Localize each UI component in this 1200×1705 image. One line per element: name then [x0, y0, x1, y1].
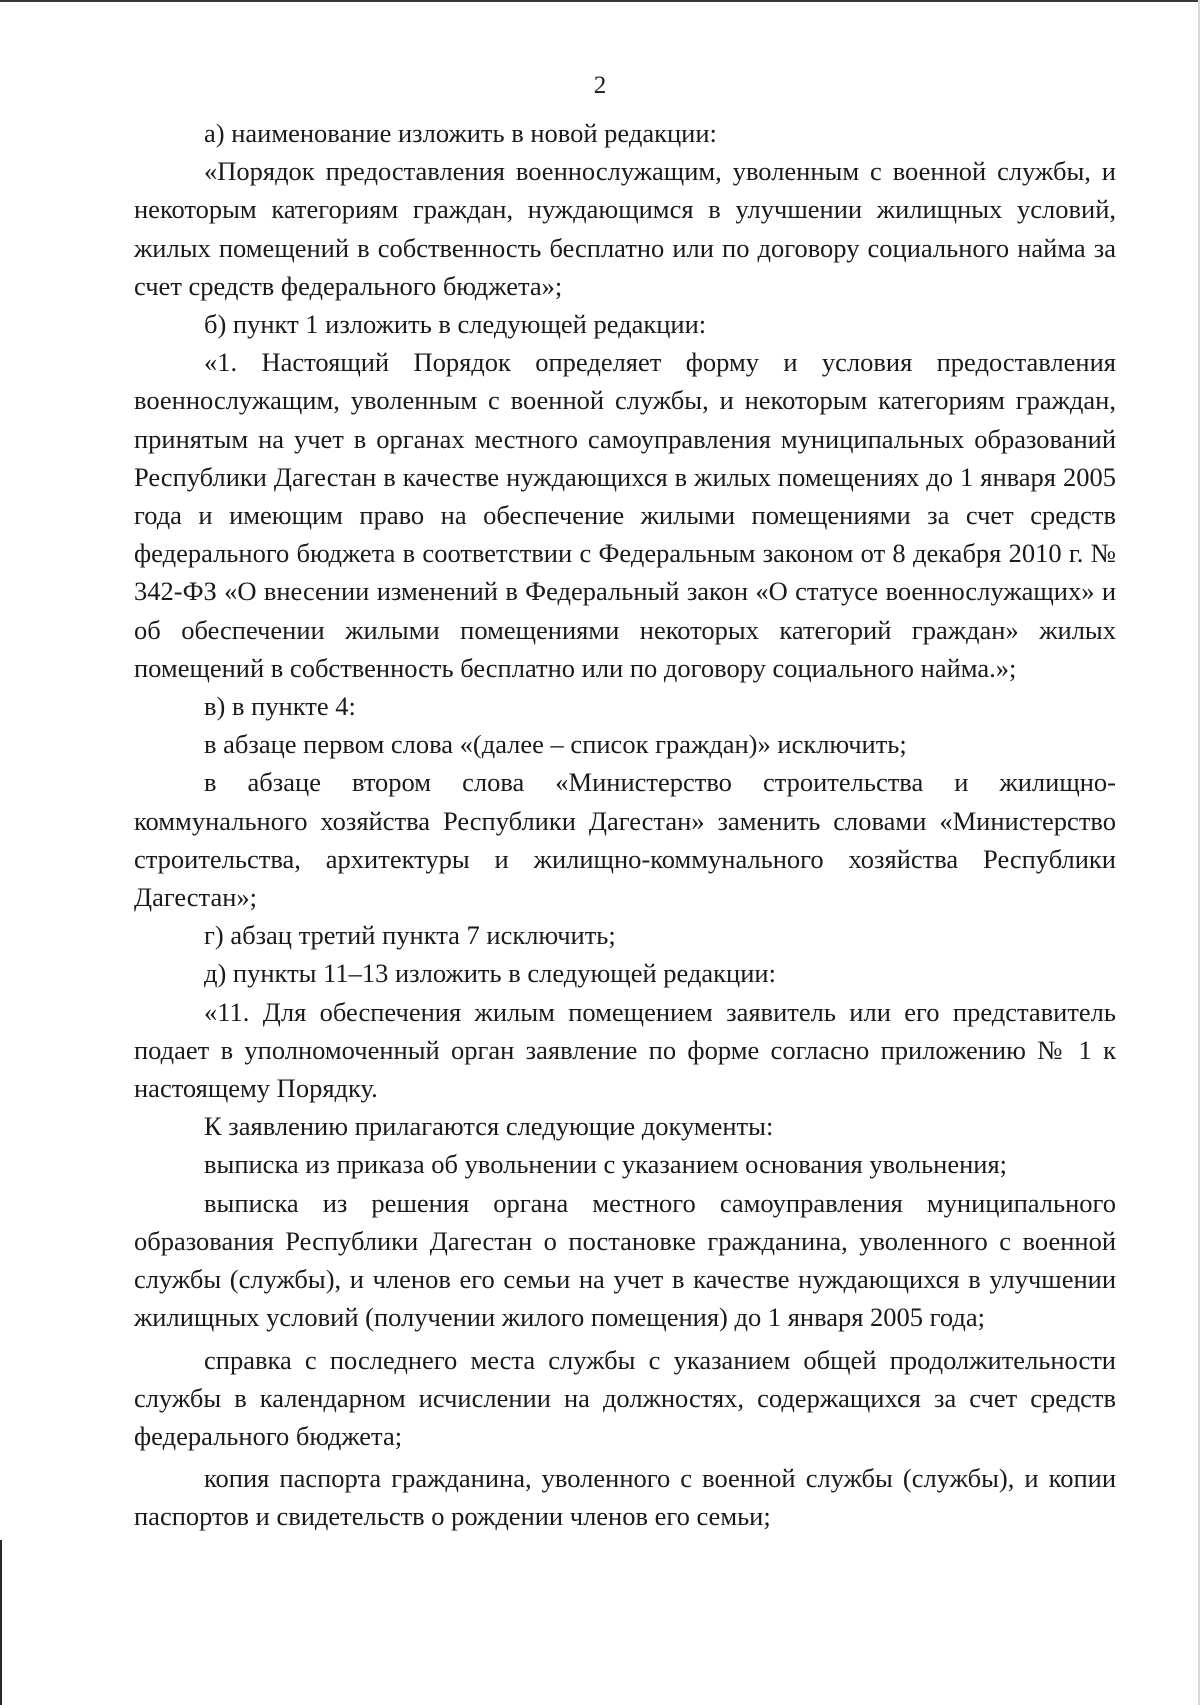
paragraph-g: г) абзац третий пункта 7 исключить;: [204, 920, 616, 951]
paragraph-documents-intro: К заявлению прилагаются следующие документы:: [204, 1111, 774, 1142]
paragraph-b: б) пункт 1 изложить в следующей редакции:: [204, 309, 707, 340]
paragraph-doc-passport-copy: копия паспорта гражданина, уволенного с военной службы (службы), и копии паспортов и свидетельств о рождении членов его семьи;: [134, 1463, 1116, 1532]
page-number: 2: [593, 72, 607, 99]
paragraph-a: а) наименование изложить в новой редакции:: [204, 118, 717, 148]
scan-edge-left: [0, 1540, 2, 1705]
document-body: [134, 114, 1116, 1536]
paragraph-v-second: в абзаце втором слова «Министерство строительства и жилищно-коммунального хозяйства Республики Дагестан» заменить словами «Министерство строительства, архитектуры и жилищно-коммунального хозяйства Республики Дагестан»;: [134, 767, 1116, 913]
paragraph-v: в) в пункте 4:: [204, 691, 356, 722]
scan-edge-top: [0, 0, 1200, 2]
paragraph-doc-decision-extract: выписка из решения органа местного самоуправления муниципального образования Республики Дагестан о постановке гражданина, уволенного с военной службы (службы), и членов его семьи на учет в качестве нуждающихся в улучшении жилищных условий (получении жилого помещения) до 1 января 2005 года;: [134, 1187, 1116, 1333]
paragraph-point-1: «1. Настоящий Порядок определяет форму и условия предоставления военнослужащим, уволенным с военной службы, и некоторым категориям граждан, принятым на учет в органах местного самоуправления муниципальных образований Республики Дагестан в качестве нуждающихся в жилых помещениях до 1 января 2005 года и имеющим право на обеспечение жилыми помещениями за счет средств федерального бюджета в соответствии с Федеральным законом от 8 декабря 2010 г. № 342-ФЗ «О внесении изменений в Федеральный закон «О статусе военнослужащих» и об обеспечении жилыми помещениями некоторых категорий граждан» жилых помещений в собственность бесплатно или по договору социального найма.»;: [134, 347, 1116, 683]
paragraph-point-11: «11. Для обеспечения жилым помещением заявитель или его представитель подает в уполномоченный орган заявление по форме согласно приложению № 1 к настоящему Порядку.: [134, 996, 1116, 1104]
paragraph-doc-service-certificate: справка с последнего места службы с указанием общей продолжительности службы в календарном исчислении на должностях, содержащихся за счет средств федерального бюджета;: [134, 1344, 1116, 1451]
paragraph-new-title: «Порядок предоставления военнослужащим, уволенным с военной службы, и некоторым категориям граждан, нуждающимся в улучшении жилищных условий, жилых помещений в собственность бесплатно или по договору социального найма за счет средств федерального бюджета»;: [134, 156, 1116, 301]
paragraph-v-first: в абзаце первом слова «(далее – список граждан)» исключить;: [204, 729, 907, 760]
paragraph-d: д) пункты 11–13 изложить в следующей редакции:: [204, 958, 776, 989]
paragraph-doc-order-extract: выписка из приказа об увольнении с указанием основания увольнения;: [204, 1149, 1008, 1180]
